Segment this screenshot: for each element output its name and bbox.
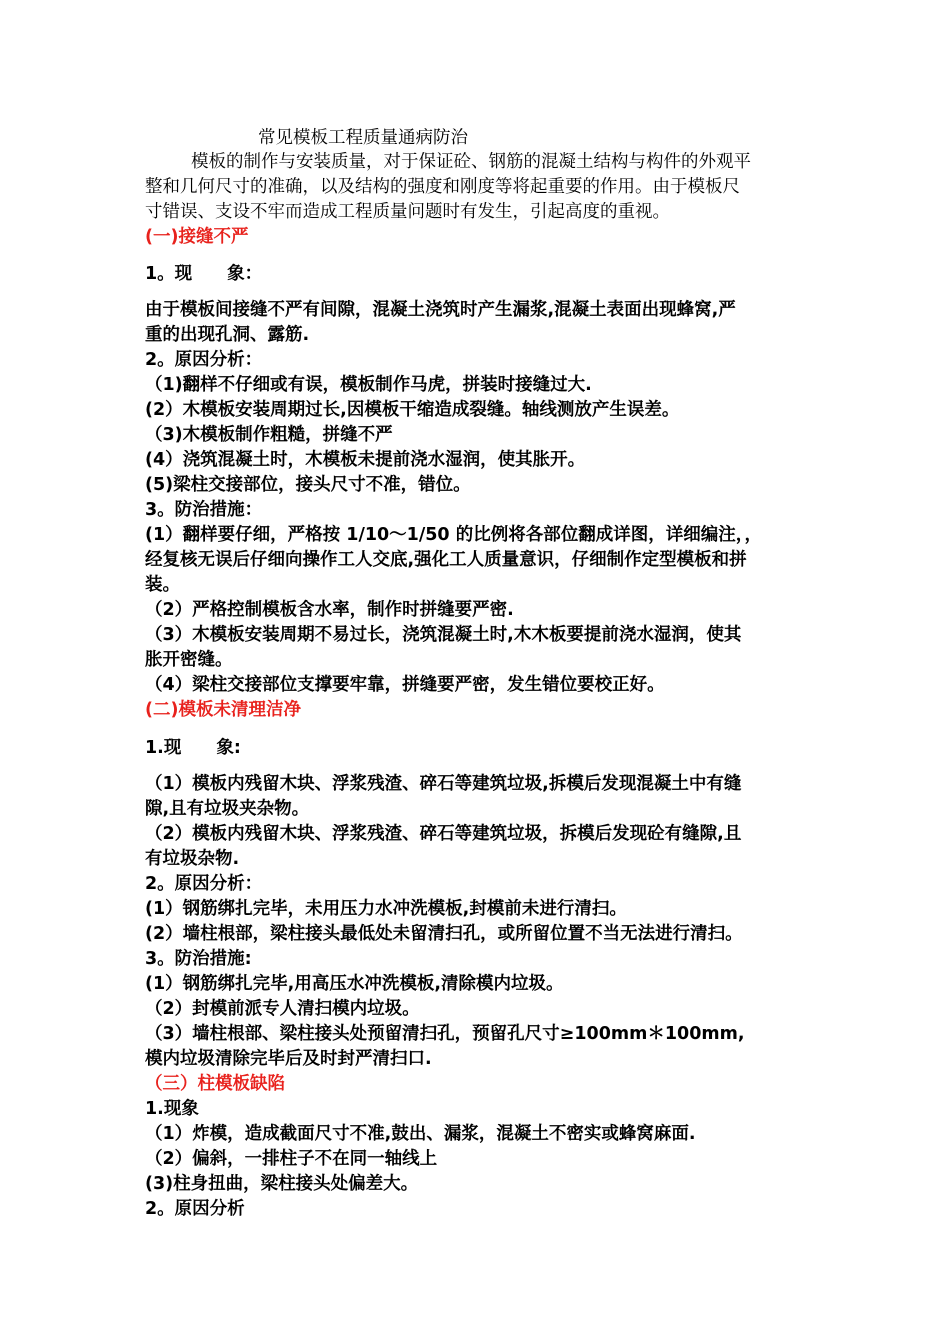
body-line: (1）钢筋绑扎完毕,用高压水冲洗模板,清除模内垃圾。 xyxy=(145,974,564,994)
body-line: 2。原因分析： xyxy=(145,874,263,894)
body-line: 模板的制作与安装质量，对于保证砼、钢筋的混凝土结构与构件的外观平 xyxy=(191,152,751,172)
body-line: 2。原因分析 xyxy=(145,1199,245,1219)
body-line: 3。防治措施: xyxy=(145,949,252,969)
body-line: (1）钢筋绑扎完毕，未用压力水冲洗模板,封模前未进行清扫。 xyxy=(145,899,627,919)
body-line: （2）严格控制模板含水率，制作时拼缝要严密. xyxy=(145,600,514,620)
body-line: （2）偏斜，一排柱子不在同一轴线上 xyxy=(145,1149,438,1169)
body-line: (2）墙柱根部，梁柱接头最低处未留清扫孔，或所留位置不当无法进行清扫。 xyxy=(145,924,743,944)
body-line: 胀开密缝。 xyxy=(145,650,233,670)
body-line: 由于模板间接缝不严有间隙，混凝土浇筑时产生漏浆,混凝土表面出现蜂窝,严 xyxy=(145,300,736,320)
body-line: 寸错误、支设不牢而造成工程质量问题时有发生，引起高度的重视。 xyxy=(145,202,670,222)
body-line: 整和几何尺寸的准确，以及结构的强度和刚度等将起重要的作用。由于模板尺 xyxy=(145,177,740,197)
body-line: 装。 xyxy=(145,575,180,595)
body-line: (3)柱身扭曲，梁柱接头处偏差大。 xyxy=(145,1174,419,1194)
body-line: 重的出现孔洞、露筋. xyxy=(145,325,310,345)
section-heading: (一)接缝不严 xyxy=(145,227,249,247)
body-line: 隙,且有垃圾夹杂物。 xyxy=(145,799,310,819)
body-line: 1。现 象： xyxy=(145,264,263,284)
body-line: （1)翻样不仔细或有误，模板制作马虎，拼装时接缝过大. xyxy=(145,375,592,395)
body-line: (4）浇筑混凝土时，木模板未提前浇水湿润，使其胀开。 xyxy=(145,450,586,470)
document-title: 常见模板工程质量通病防治 xyxy=(258,128,468,148)
body-line: （4）梁柱交接部位支撑要牢靠，拼缝要严密，发生错位要校正好。 xyxy=(145,675,665,695)
body-line: (1）翻样要仔细，严格按 1/10～1/50 的比例将各部位翻成详图，详细编注，， xyxy=(145,525,762,545)
body-line: (5)梁柱交接部位，接头尺寸不准，错位。 xyxy=(145,475,471,495)
body-line: 经复核无误后仔细向操作工人交底,强化工人质量意识，仔细制作定型模板和拼 xyxy=(145,550,747,570)
body-line: 3。防治措施： xyxy=(145,500,263,520)
body-line: 模内垃圾清除完毕后及时封严清扫口. xyxy=(145,1049,432,1069)
body-line: （3）墙柱根部、梁柱接头处预留清扫孔，预留孔尺寸≥100mm＊100mm, xyxy=(145,1024,745,1044)
body-line: 1.现 象: xyxy=(145,738,241,758)
body-line: 1.现象 xyxy=(145,1099,199,1119)
body-line: （2）模板内残留木块、浮浆残渣、碎石等建筑垃圾，拆模后发现砼有缝隙,且 xyxy=(145,824,742,844)
body-line: （2）封模前派专人清扫模内垃圾。 xyxy=(145,999,420,1019)
body-line: （1）模板内残留木块、浮浆残渣、碎石等建筑垃圾,拆模后发现混凝土中有缝 xyxy=(145,774,742,794)
body-line: (2）木模板安装周期过长,因模板干缩造成裂缝。轴线测放产生误差。 xyxy=(145,400,680,420)
body-line: （3）木模板安装周期不易过长，浇筑混凝土时,木木板要提前浇水湿润，使其 xyxy=(145,625,742,645)
body-line: 有垃圾杂物. xyxy=(145,849,240,869)
body-line: （3)木模板制作粗糙，拼缝不严 xyxy=(145,425,393,445)
section-heading: （三）柱模板缺陷 xyxy=(145,1074,285,1094)
body-line: （1）炸模，造成截面尺寸不准,鼓出、漏浆，混凝土不密实或蜂窝麻面. xyxy=(145,1124,696,1144)
body-line: 2。原因分析： xyxy=(145,350,263,370)
section-heading: (二)模板未清理洁净 xyxy=(145,700,301,720)
